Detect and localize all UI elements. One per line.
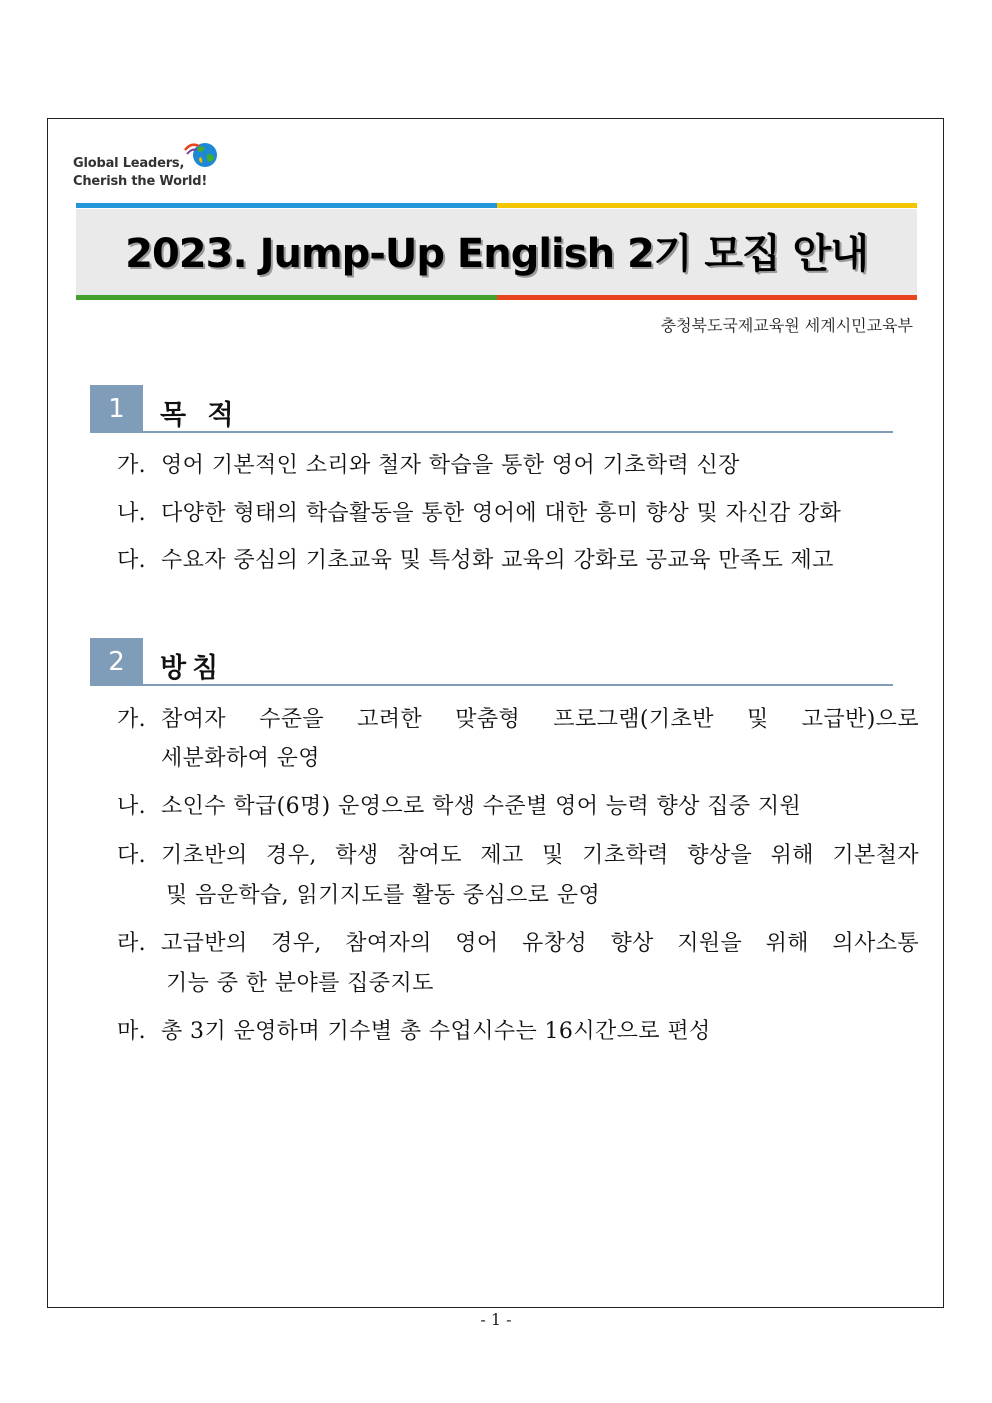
logo-line2: Cherish the World! — [73, 174, 208, 189]
item-text: 기초반의 경우, 학생 참여도 제고 및 기초학력 향상을 위해 기본철자 — [161, 843, 919, 868]
item-marker: 다. — [117, 843, 147, 868]
item-marker: 마. — [117, 1019, 147, 1044]
item-text: 영어 기본적인 소리와 철자 학습을 통한 영어 기초학력 신장 — [161, 453, 740, 478]
item-text: 및 음운학습, 읽기지도를 활동 중심으로 운영 — [166, 883, 601, 908]
item-marker: 나. — [117, 794, 147, 819]
item-text: 소인수 학급(6명) 운영으로 학생 수준별 영어 능력 향상 집중 지원 — [161, 794, 802, 819]
section-number: 1 — [90, 385, 143, 433]
section-title: 목 적 — [160, 400, 240, 431]
organization-name: 충청북도국제교육원 세계시민교육부 — [660, 316, 913, 335]
section-2-header — [90, 638, 893, 686]
page-number: - 1 - — [480, 1310, 512, 1329]
item-text: 총 3기 운영하며 기수별 총 수업시수는 16시간으로 편성 — [161, 1019, 711, 1044]
section-1-header — [90, 385, 893, 433]
item-text: 세분화하여 운영 — [161, 746, 320, 771]
item-marker: 다. — [117, 548, 147, 573]
item-text: 수요자 중심의 기초교육 및 특성화 교육의 강화로 공교육 만족도 제고 — [161, 548, 834, 573]
item-marker: 라. — [117, 931, 147, 956]
item-marker: 가. — [117, 707, 147, 732]
item-text: 기능 중 한 분야를 집중지도 — [166, 971, 434, 996]
section-number: 2 — [90, 638, 143, 686]
section-title: 방침 — [160, 653, 225, 684]
globe-icon — [183, 140, 219, 170]
section-underline — [90, 684, 893, 686]
item-marker: 나. — [117, 501, 147, 526]
item-text: 참여자 수준을 고려한 맞춤형 프로그램(기초반 및 고급반)으로 — [161, 707, 919, 732]
color-bar-top-left — [76, 203, 497, 208]
logo — [73, 140, 223, 192]
section-underline — [90, 431, 893, 433]
item-text: 다양한 형태의 학습활동을 통한 영어에 대한 흥미 향상 및 자신감 강화 — [161, 501, 842, 526]
item-text: 고급반의 경우, 참여자의 영어 유창성 향상 지원을 위해 의사소통 — [161, 931, 919, 956]
document-title: 2023. Jump-Up English 2기 모집 안내 — [125, 231, 868, 277]
logo-line1: Global Leaders, — [73, 156, 185, 171]
item-marker: 가. — [117, 453, 147, 478]
color-bar-bottom-right — [497, 295, 917, 300]
color-bar-top-right — [497, 203, 917, 208]
color-bar-bottom-left — [76, 295, 497, 300]
